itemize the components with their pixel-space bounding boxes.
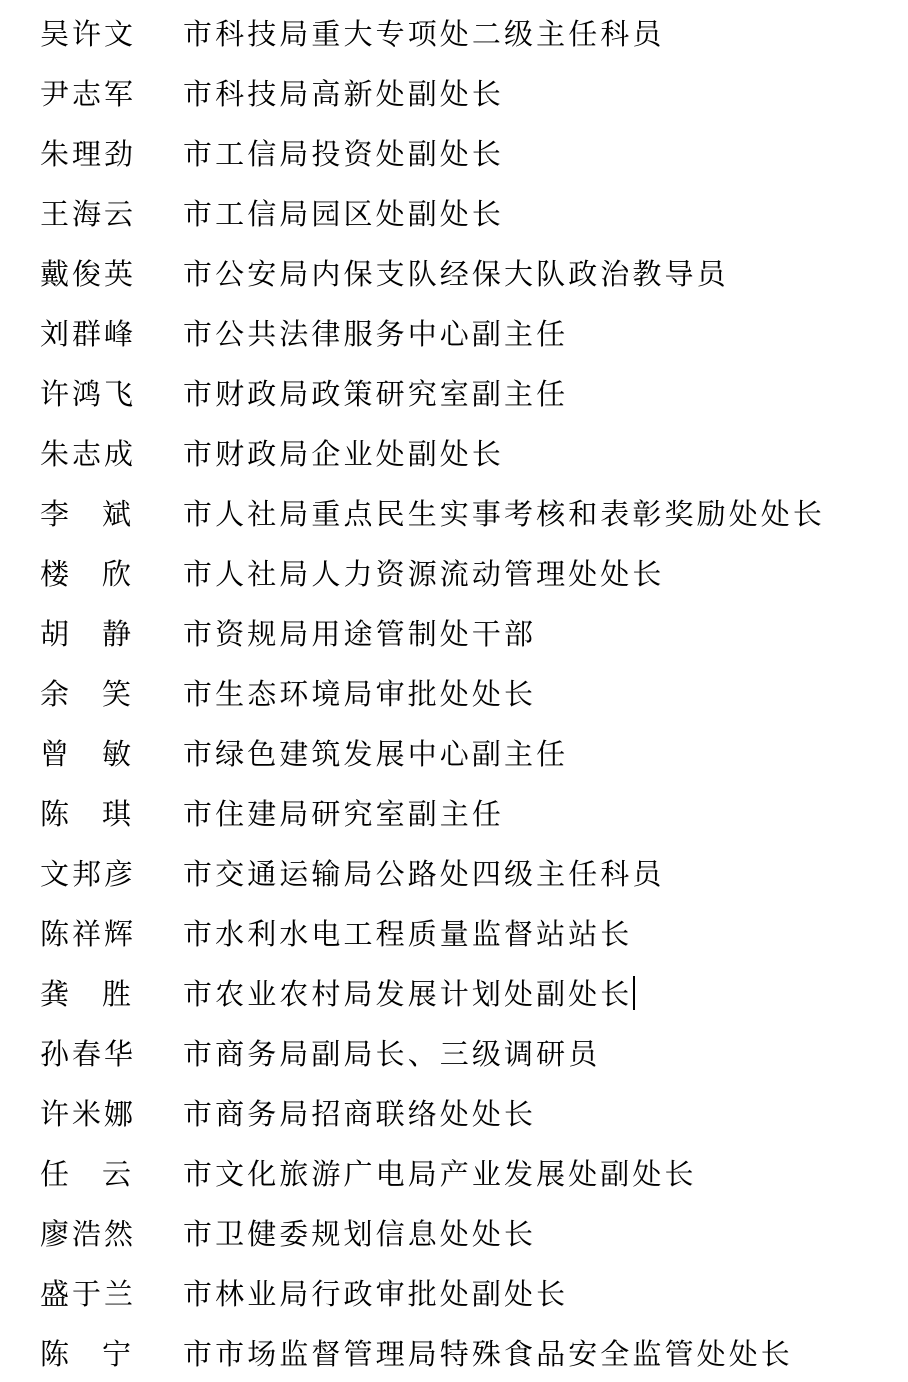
list-item [0, 482, 908, 542]
person-position: 市工信局园区处副处长 [183, 197, 505, 231]
person-position: 市人社局人力资源流动管理处处长 [183, 557, 665, 591]
person-position: 市公共法律服务中心副主任 [183, 317, 569, 351]
list-item [0, 782, 908, 842]
person-name: 朱理劲 [40, 137, 137, 171]
person-name-char: 琪 [102, 797, 132, 831]
list-item [0, 362, 908, 422]
person-name: 盛于兰 [40, 1277, 137, 1311]
person-name-char: 静 [102, 617, 132, 651]
person-name-char: 任 [40, 1157, 70, 1191]
list-item [0, 902, 908, 962]
person-position: 市工信局投资处副处长 [183, 137, 505, 171]
person-position: 市生态环境局审批处处长 [183, 677, 537, 711]
list-item [0, 1262, 908, 1322]
list-item [0, 842, 908, 902]
person-position: 市科技局重大专项处二级主任科员 [183, 17, 665, 51]
person-position: 市财政局政策研究室副主任 [183, 377, 569, 411]
text-cursor [633, 976, 635, 1010]
person-name-char: 曾 [40, 737, 70, 771]
list-item [0, 62, 908, 122]
person-position: 市市场监督管理局特殊食品安全监管处处长 [183, 1337, 793, 1371]
list-item [0, 1022, 908, 1082]
list-item [0, 1202, 908, 1262]
person-name-char: 余 [40, 677, 70, 711]
person-position: 市公安局内保支队经保大队政治教导员 [183, 257, 729, 291]
person-position: 市科技局高新处副处长 [183, 77, 505, 111]
person-position: 市人社局重点民生实事考核和表彰奖励处处长 [183, 497, 826, 531]
person-name-char: 胡 [40, 617, 70, 651]
list-item [0, 1082, 908, 1142]
person-name: 许鸿飞 [40, 377, 137, 411]
list-item [0, 122, 908, 182]
person-position: 市卫健委规划信息处处长 [183, 1217, 537, 1251]
person-position[interactable] [183, 976, 635, 1012]
person-position: 市林业局行政审批处副处长 [183, 1277, 569, 1311]
person-position: 市财政局企业处副处长 [183, 437, 505, 471]
person-name-char: 斌 [102, 497, 132, 531]
person-name-char: 胜 [102, 977, 132, 1011]
list-item [0, 422, 908, 482]
person-name: 孙春华 [40, 1037, 137, 1071]
list-item [0, 182, 908, 242]
person-name: 刘群峰 [40, 317, 137, 351]
person-position: 市水利水电工程质量监督站站长 [183, 917, 633, 951]
person-position: 市商务局副局长、三级调研员 [183, 1037, 601, 1071]
person-name: 王海云 [40, 197, 137, 231]
person-name-char: 楼 [40, 557, 70, 591]
person-name: 许米娜 [40, 1097, 137, 1131]
person-name-char: 笑 [102, 677, 132, 711]
person-name: 文邦彦 [40, 857, 137, 891]
list-item [0, 722, 908, 782]
person-name-char: 李 [40, 497, 70, 531]
person-name: 朱志成 [40, 437, 137, 471]
person-position: 市资规局用途管制处干部 [183, 617, 537, 651]
person-position: 市文化旅游广电局产业发展处副处长 [183, 1157, 697, 1191]
person-position: 市交通运输局公路处四级主任科员 [183, 857, 665, 891]
person-name-char: 欣 [102, 557, 132, 591]
person-name-char: 敏 [102, 737, 132, 771]
person-name-char: 龚 [40, 977, 70, 1011]
person-name-char: 陈 [40, 797, 70, 831]
list-item [0, 1142, 908, 1202]
person-position-text: 市农业农村局发展计划处副处长 [183, 977, 633, 1011]
list-item [0, 962, 908, 1022]
person-name-char: 云 [102, 1157, 132, 1191]
person-position: 市绿色建筑发展中心副主任 [183, 737, 569, 771]
person-position: 市商务局招商联络处处长 [183, 1097, 537, 1131]
list-item [0, 242, 908, 302]
list-item [0, 662, 908, 722]
person-name-char: 陈 [40, 1337, 70, 1371]
person-name: 吴许文 [40, 17, 137, 51]
person-name-char: 宁 [102, 1337, 132, 1371]
person-name: 戴俊英 [40, 257, 137, 291]
list-item [0, 542, 908, 602]
person-name: 廖浩然 [40, 1217, 137, 1251]
list-item [0, 302, 908, 362]
list-item [0, 1322, 908, 1382]
list-item [0, 602, 908, 662]
list-item [0, 2, 908, 62]
person-name: 尹志军 [40, 77, 137, 111]
person-position: 市住建局研究室副主任 [183, 797, 505, 831]
person-name: 陈祥辉 [40, 917, 137, 951]
